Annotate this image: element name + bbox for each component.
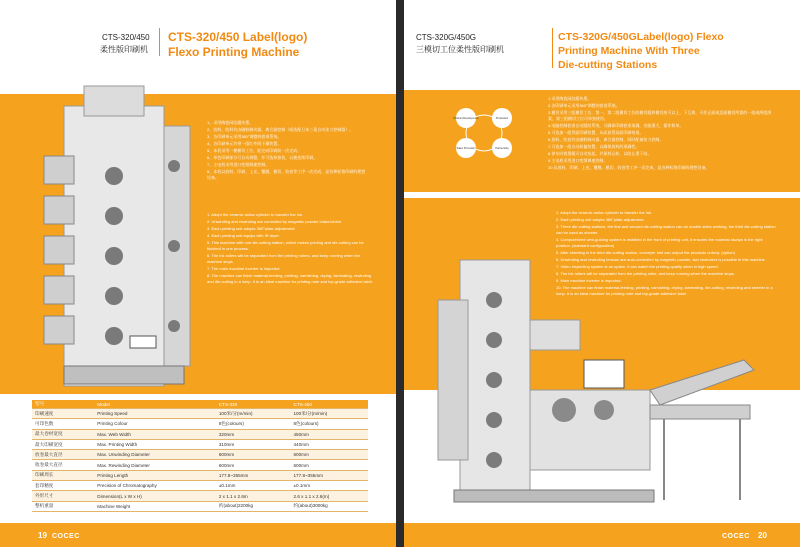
table-cell: 最大卷材宽度 [32,429,94,439]
right-cn-feature: 9.主电机采用进口变频调速控制。 [548,158,608,163]
left-machine-image [24,66,224,396]
left-brand-logo: COCEC [52,533,80,540]
table-row [32,481,368,491]
right-page [404,0,800,547]
left-en-feature: 3. Each printing unit adopts 360°plate-adjustment. [207,226,296,231]
table-row [32,450,368,460]
right-en-title-line3: Die-cutting Stations [558,59,658,71]
spec-header-cell: CTS-320 [216,400,291,409]
left-cn-feature: 2、放料、收料均由磁粉制动器、离合器控制（或选配日本三菱自动张力控制器）。 [207,127,354,132]
left-en-feature: 7. The main machine inverter is imported. [207,266,281,271]
table-cell: 套印精度 [32,481,94,491]
spec-table-header [32,400,368,409]
table-cell: Printing Speed [94,409,216,419]
left-cn-feature: 7、主电机采用进口变频调速控制。 [207,162,270,167]
table-cell: 8色(colours) [291,419,369,429]
right-machine-image [424,240,764,520]
table-cell: 440mm [291,439,369,449]
table-row [32,419,368,429]
left-en-title-line1: CTS-320/450 Label(logo) [168,30,308,44]
table-cell: 8色(colours) [216,419,291,429]
table-cell: 约(about)3000kg [291,501,369,511]
left-en-feature: 4. Each printing unit equips with IR dryer. [207,233,280,238]
table-cell: 印刷周长 [32,470,94,480]
table-cell: 外形尺寸 [32,491,94,501]
table-cell: ±0.1mm [216,481,291,491]
spec-header-cell: 型号 [32,400,94,409]
table-cell: 450mm [291,429,369,439]
right-model-number: CTS-320G/450G [416,33,477,42]
left-cn-feature: 4、各印刷单元均带一组红外线干燥装置。 [207,141,282,146]
right-en-feature: 2. Each printing unit adopts 360°plate-adjustment. [556,217,645,222]
table-cell: 2.6 x 1.1 x 2.6(m) [291,491,369,501]
right-cn-feature-list [548,96,778,172]
left-cn-feature-list [207,120,367,182]
spec-header-cell: Model [94,400,216,409]
right-en-feature: 4. Computerized web-guiding system is installed in the front of printing unit, it ensures the material always in the right position. (standard configuration) [556,237,763,248]
left-en-feature: 5. This machine with one die-cutting station, which makes printing and die-cutting can be finished in one process. [207,240,364,251]
table-cell: Dimension(L x W x H) [94,491,216,501]
left-page [0,0,396,547]
right-en-feature: 3. Three die-cutting stations, the first and second die-cutting station can do double sides working, the third die-cutting station can be used as sheeter. [556,224,776,235]
left-cn-feature: 6、单色印刷部分可自动调整，并可选择加装，以便连续印刷。 [207,155,318,160]
table-row [32,491,368,501]
diagram-label: Product Development [453,117,479,120]
table-cell: Max. Web Width [94,429,216,439]
right-en-feature: 8. The ink rollers will be separated from the printing roller, and keep running when the machine stops. [556,271,735,276]
table-cell: 收卷最大直径 [32,460,94,470]
spec-table [32,400,368,512]
right-cn-feature: 2.各印刷单元采用360°调整的套准系统。 [548,103,620,108]
table-cell: 177.8~355mm [216,470,291,480]
table-cell: ±0.1mm [291,481,369,491]
left-model-number: CTS-320/450 [102,33,150,42]
right-en-title-line1: CTS-320G/450GLabel(logo) Flexo [558,31,724,43]
table-cell: Printing Colour [94,419,216,429]
right-en-feature: 7. Video inspecting system is an option, it can watch the printing quality when in high speed. [556,264,719,269]
right-en-feature: 5. After sheeting in the third die-cutting station, conveyer belt can output the products orderly. (option) [556,250,735,255]
table-cell: 600mm [291,460,369,470]
left-en-feature: 1. Adopt the ceramic anilox cylinder to transfer the ink. [207,212,304,217]
left-cn-feature: 5、本机采用一模横切工位，能完成印刷前一次完成。 [207,148,302,153]
table-cell: 印刷速度 [32,409,94,419]
diagram-label: Sales Promotion [456,147,476,150]
diagram-label: Partnership [495,147,509,150]
table-cell: 320mm [216,429,291,439]
right-cn-feature: 8.停车时着墨辊可自动抬起，并保持运转，以防止墨干结。 [548,151,652,156]
left-cn-feature: 1、采用陶瓷网纹辊传墨。 [207,120,254,125]
left-en-title-line2: Flexo Printing Machine [168,45,300,59]
table-row [32,501,368,511]
table-cell: Max. Printing Width [94,439,216,449]
right-en-feature: 10. The machine can finish material-feeding, printing, varnishing, drying, laminating, die-cutting, rewinding and sheeter in a lump. It is an ideal machine for printing note and top-grade adhesive label. [556,285,773,296]
table-row [32,429,368,439]
table-row [32,439,368,449]
right-en-title-line2: Printing Machine With Three [558,45,700,57]
table-row [32,460,368,470]
right-en-feature: 6. Unwinding and rewinding tension are auto-controlled by magnetic powder, two rewinders is possible in this machine. [556,257,766,262]
left-en-feature: 2. Unwinding and rewinding are controlled by magnetic powder brake/clutch. [207,219,343,224]
table-cell: 600mm [216,460,291,470]
left-cn-feature: 3、各印刷单元采用360°调整的套准系统。 [207,134,282,139]
table-cell: Max. Rewinding Diameter [94,460,216,470]
table-cell: Precision of Chromatography [94,481,216,491]
table-cell: 100米/分(m/min) [216,409,291,419]
table-cell: Machine Weight [94,501,216,511]
right-cn-feature: 10.从放料、印刷、上光、覆膜、模切、收卷等工序一次完成，是各种标签印刷的理想设备。 [548,165,710,170]
left-en-feature-list [207,212,375,286]
process-diagram [444,104,524,162]
table-cell: 310mm [216,439,291,449]
right-cn-feature: 4.电脑控制套准自动跟踪系统，可确保印刷套准准确，功能强大，操作简单。 [548,123,684,128]
table-cell: 100米/分(m/min) [291,409,369,419]
table-row [32,470,368,480]
title-divider [159,28,160,56]
table-cell: 整机重量 [32,501,94,511]
table-cell: Printing Length [94,470,216,480]
table-cell: 约(about)2200kg [216,501,291,511]
table-cell: 600mm [216,450,291,460]
page-gutter [396,0,404,547]
right-cn-feature: 1.采用陶瓷网纹辊传墨。 [548,96,592,101]
left-cn-title: 柔性版印刷机 [100,45,148,54]
left-en-feature: 6. The ink rollers will be separated from the printing rollers, and keep running when the machine stops. [207,253,361,264]
right-cn-feature: 7.可选加一组自动纠偏装置，以确保放料的准确性。 [548,144,640,149]
left-page-number: 19 [38,531,47,540]
right-en-feature: 1. Adopt the ceramic anilox cylinder to transfer the ink. [556,210,653,215]
right-en-feature: 9. Main machine inverter is imported. [556,278,622,283]
table-cell: 放卷最大直径 [32,450,94,460]
table-cell: Max. Unwinding Diameter [94,450,216,460]
white-ribbon [404,192,800,198]
title-divider [552,28,553,68]
right-brand-logo: COCEC [722,533,750,540]
table-cell: 2 x 1.1 x 2.6m [216,491,291,501]
right-cn-feature: 5.可选加一组背面印刷装置，从而获得双面印刷效果。 [548,130,644,135]
table-cell: 177.8~355mm [291,470,369,480]
spec-header-cell: CTS-450 [291,400,369,409]
right-cn-feature: 6.放料、收卷均由磁粉制动器、离合器控制，同时配备张力控制。 [548,137,664,142]
table-cell: 最大印刷宽度 [32,439,94,449]
table-cell: 可印色数 [32,419,94,429]
diagram-label: Production [495,117,509,120]
right-cn-feature: 3.模切采用三组模切工位，第一、第二组模切工位的模切辊和模切座可以上、下互换，可作正面或反面模切所需的一组或两组图案，第三组模切工位可单独使用。 [548,110,772,121]
right-page-number: 20 [758,531,767,540]
left-cn-feature: 8、本机以放料、印刷、上光、覆膜、模切、收卷等工序一次完成，是各种标签印刷的理想设备。 [207,169,366,180]
table-row [32,409,368,419]
left-en-feature: 8. The machine can finish material-feeding, printing, varnishing, drying, laminating, rewinding and die-cutting in a lump. It is an ideal machine for printing note and top-grade adhesive label. [207,273,374,284]
right-cn-title: 三模切工位柔性版印刷机 [416,45,504,54]
table-cell: 600mm [291,450,369,460]
